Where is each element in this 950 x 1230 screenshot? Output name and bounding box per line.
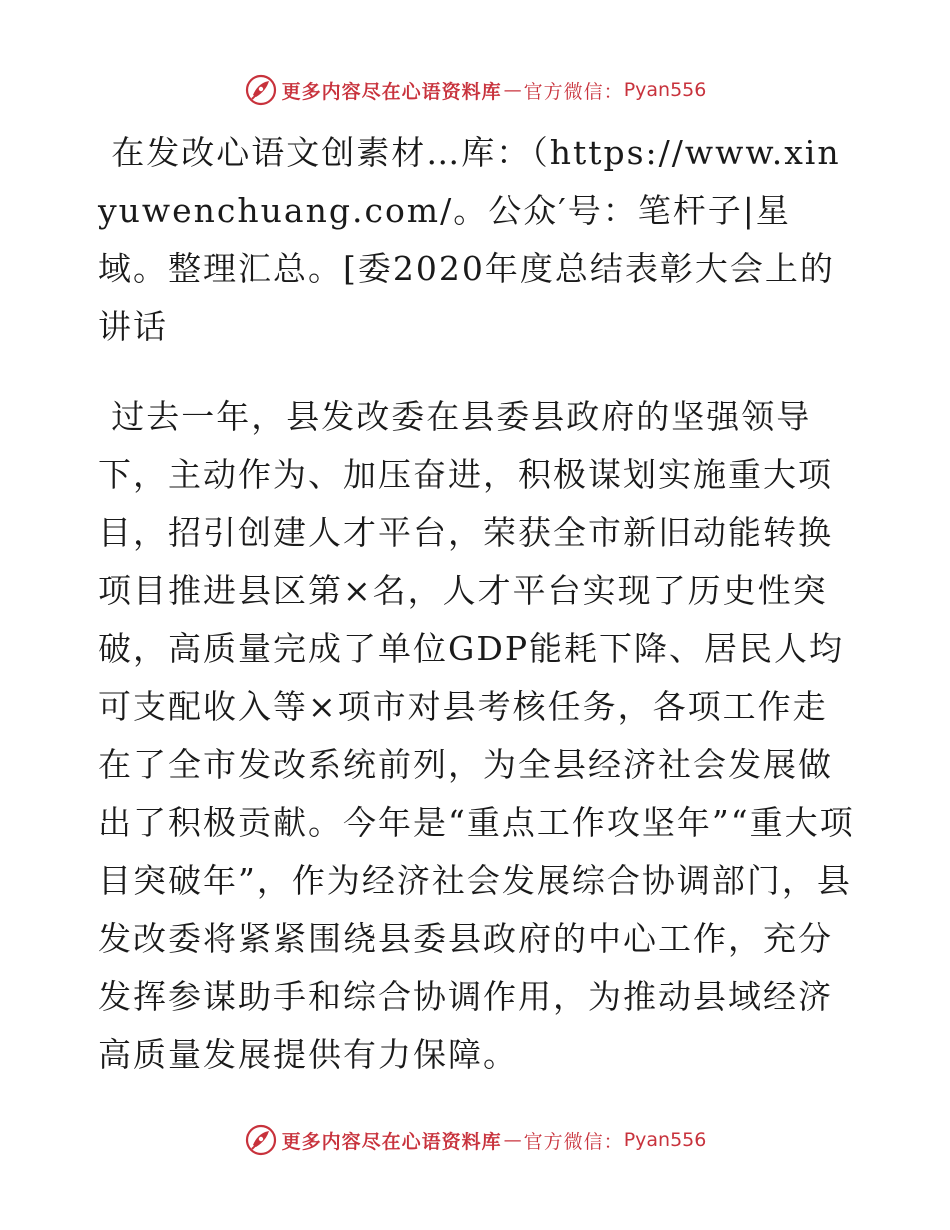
footer-banner (0, 1120, 950, 1160)
banner-official-label: 官方微信： (523, 1130, 624, 1153)
header-banner (0, 70, 950, 110)
banner-brand-text: 更多内容尽在心语资料库 (281, 80, 502, 103)
banner-brand-text: 更多内容尽在心语资料库 (281, 1130, 502, 1153)
banner-separator: — (503, 79, 522, 101)
pen-nib-logo-icon (244, 1123, 278, 1157)
main-paragraph: 过去一年，县发改委在县委县政府的坚强领导下，主动作为、加压奋进，积极谋划实施重大项目，招引创建人才平台，荣获全市新旧动能转换项目推进县区第×名，人才平台实现了历史性突破，高质量完成了单位GDP能耗下降、居民人均可支配收入等×项市对县考核任务，各项工作走在了全市发改系统前列，为全县经济社会发展做出了积极贡献。今年是“重点工作攻坚年”“重大项目突破年”，作为经济社会发展综合协调部门，县发改委将紧紧围绕县委县政府的中心工作，充分发挥参谋助手和综合协调作用，为推动县域经济高质量发展提供有力保障。 (98, 397, 855, 1074)
document-body (98, 124, 858, 1084)
pen-nib-logo-icon (244, 73, 278, 107)
banner-separator: — (503, 1129, 522, 1151)
intro-paragraph: 在发改心语文创素材…库：（https://www.xinyuwenchuang.com/。公众′号：笔杆子|星域。整理汇总。[委2020年度总结表彰大会上的讲话 (98, 133, 841, 346)
banner-official-label: 官方微信： (523, 80, 624, 103)
banner-wechat-id: Pyan556 (623, 1129, 707, 1151)
banner-wechat-id: Pyan556 (623, 79, 707, 101)
